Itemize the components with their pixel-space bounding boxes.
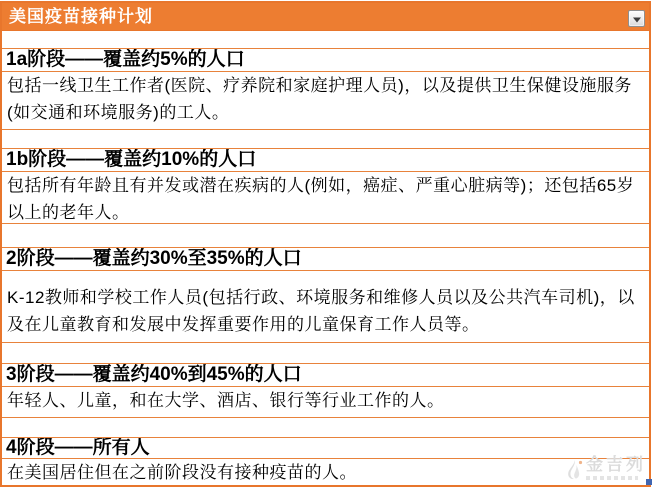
section-1b-body <box>2 172 649 224</box>
section-heading-text: 4阶段——所有人 <box>6 438 150 458</box>
section-3-body <box>2 387 649 418</box>
fill-handle[interactable] <box>646 479 652 485</box>
section-heading-text: 2阶段——覆盖约30%至35%的人口 <box>6 248 302 269</box>
section-body-text: 包括所有年龄且有并发或潜在疾病的人(例如，癌症、严重心脏病等)；还包括65岁以上的老年人。 <box>7 176 635 222</box>
section-body-text: 包括一线卫生工作者(医院、疗养院和家庭护理人员)，以及提供卫生保健设施服务(如交通和环境服务)的工人。 <box>7 76 632 122</box>
section-1a-body <box>2 72 649 130</box>
spacer-row <box>2 343 649 364</box>
section-heading-text: 1a阶段——覆盖约5%的人口 <box>6 49 245 70</box>
table <box>0 1 651 487</box>
section-body-text: 年轻人、儿童，和在大学、酒店、银行等行业工作的人。 <box>7 391 445 410</box>
section-heading-text: 1b阶段——覆盖约10%的人口 <box>6 149 257 170</box>
section-heading-text: 3阶段——覆盖约40%到45%的人口 <box>6 364 302 385</box>
section-body-text: K-12教师和学校工作人员(包括行政、环境服务和维修人员以及公共汽车司机)，以及在儿童教育和发展中发挥重要作用的儿童保育工作人员等。 <box>7 288 635 334</box>
table-title: 美国疫苗接种计划 <box>9 7 153 26</box>
spacer-row <box>2 31 649 49</box>
spacer-row <box>2 418 649 438</box>
section-body-text: 在美国居住但在之前阶段没有接种疫苗的人。 <box>7 463 357 482</box>
section-4-heading <box>2 438 649 459</box>
spacer-row <box>2 224 649 248</box>
spacer-row <box>2 130 649 149</box>
section-1b-heading <box>2 149 649 172</box>
table-header-row <box>2 3 649 31</box>
section-2-heading <box>2 248 649 271</box>
section-2-body <box>2 271 649 343</box>
section-1a-heading <box>2 49 649 72</box>
filter-dropdown-button[interactable] <box>628 10 645 27</box>
chevron-down-icon <box>633 17 641 22</box>
section-3-heading <box>2 364 649 387</box>
section-4-body <box>2 459 649 485</box>
watermark-text: 金吉列 <box>586 455 646 474</box>
